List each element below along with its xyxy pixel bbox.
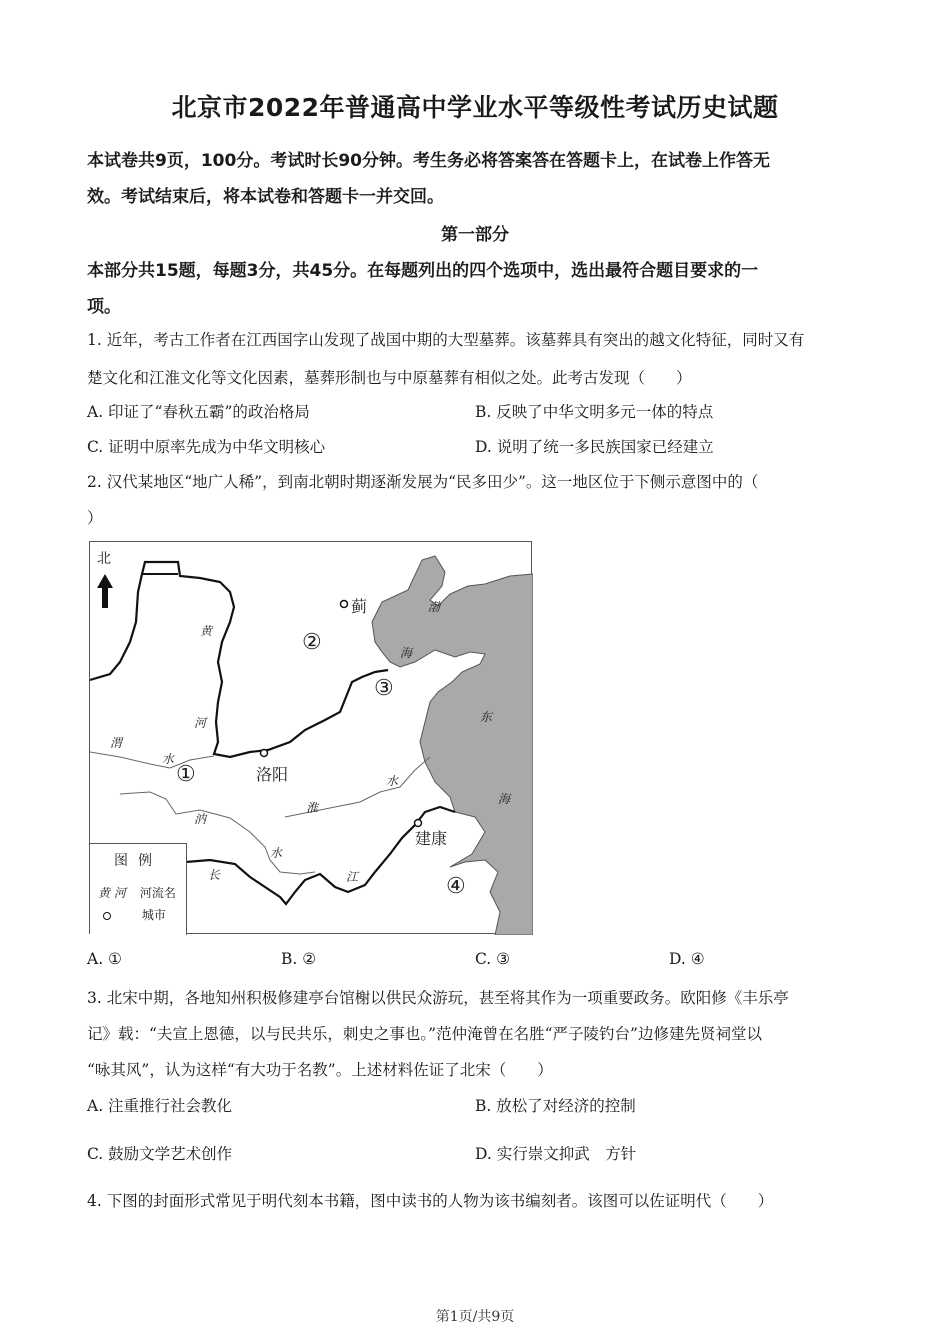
option-c[interactable]: C. 证明中原率先成为中华文明核心	[87, 438, 326, 456]
map-figure	[89, 541, 532, 934]
region-marker-3: ③	[374, 676, 394, 701]
river-label-wei-2: 水	[162, 752, 175, 766]
map-legend	[90, 843, 187, 935]
legend-river-desc: 河流名	[139, 886, 176, 900]
option-c[interactable]: C. 鼓励文学艺术创作	[87, 1145, 233, 1163]
question-stem-line: 2. 汉代某地区“地广人稀”，到南北朝时期逐渐发展为“民多田少”。这一地区位于下侧示意图中的（	[87, 473, 759, 491]
city-dot-icon	[103, 912, 111, 920]
page-title: 北京市2022年普通高中学业水平等级性考试历史试题	[171, 93, 779, 122]
city-label-jiankang: 建康	[415, 829, 448, 848]
question-stem-line: 1. 近年，考古工作者在江西国字山发现了战国中期的大型墓葬。该墓葬具有突出的越文化特征，同时又有	[87, 331, 805, 349]
legend-row-river	[98, 884, 176, 901]
page-footer: 第1页/共9页	[435, 1309, 515, 1325]
river-label-huang-1: 黄	[200, 624, 213, 638]
question-stem-line: 4. 下图的封面形式常见于明代刻本书籍，图中读书的人物为该书编刻者。该图可以佐证明代（ ）	[87, 1192, 774, 1210]
section-heading: 第一部分	[441, 225, 509, 245]
question-stem-line: 记》载：“夫宣上恩德，以与民共乐，刺史之事也。”范仲淹曾在名胜“严子陵钓台”边修建先贤祠堂以	[87, 1025, 762, 1043]
part-description-line-1: 本部分共15题，每题3分，共45分。在每题列出的四个选项中，选出最符合题目要求的一	[87, 261, 759, 281]
city-marker-luoyang	[261, 750, 268, 757]
instructions-line-1: 本试卷共9页，100分。考试时长90分钟。考生务必将答案答在答题卡上，在试卷上作答无	[87, 151, 770, 171]
river-label-huai-2: 水	[386, 774, 399, 788]
north-label: 北	[97, 551, 111, 567]
river-label-ying-2: 水	[270, 846, 283, 860]
sea-label-bohai-2: 海	[400, 646, 413, 660]
question-stem-line: ）	[87, 509, 103, 527]
part-description-line-2: 项。	[87, 297, 121, 317]
legend-row-city	[98, 906, 166, 923]
option-c[interactable]: C. ③	[475, 950, 511, 968]
sea-label-bohai-1: 渤	[428, 600, 441, 614]
question-stem-line: “咏其风”，认为这样“有大功于名教”。上述材料佐证了北宋（ ）	[87, 1061, 553, 1079]
river-label-chang-2: 江	[346, 870, 359, 884]
city-label-luoyang: 洛阳	[256, 765, 289, 784]
region-marker-4: ④	[446, 874, 466, 899]
river-label-ying-1: 汭	[194, 812, 207, 826]
river-label-chang-1: 长	[208, 868, 221, 882]
sea-label-donghai-2: 海	[498, 792, 511, 806]
north-arrow-icon	[97, 574, 113, 608]
city-marker-ji	[341, 601, 348, 608]
option-b[interactable]: B. 放松了对经济的控制	[475, 1097, 636, 1115]
legend-city-desc: 城市	[141, 908, 166, 922]
legend-title: 图例	[114, 853, 162, 869]
region-marker-1: ①	[176, 762, 196, 787]
option-b[interactable]: B. 反映了中华文明多元一体的特点	[475, 403, 714, 421]
question-stem-line: 楚文化和江淮文化等文化因素，墓葬形制也与中原墓葬有相似之处。此考古发现（ ）	[87, 369, 692, 387]
legend-river-sample: 黄 河	[98, 886, 126, 900]
sea-label-donghai-1: 东	[480, 710, 493, 724]
region-marker-2: ②	[302, 630, 322, 655]
option-b[interactable]: B. ②	[281, 950, 317, 968]
option-a[interactable]: A. 印证了“春秋五霸”的政治格局	[87, 403, 310, 421]
city-label-ji: 蓟	[351, 597, 368, 616]
option-d[interactable]: D. 实行崇文抑武 方针	[475, 1145, 637, 1163]
question-stem-line: 3. 北宋中期，各地知州积极修建亭台馆榭以供民众游玩，甚至将其作为一项重要政务。欧阳修《丰乐亭	[87, 989, 789, 1007]
river-label-huai-1: 淮	[306, 801, 319, 815]
river-label-huang-2: 河	[194, 716, 207, 730]
option-d[interactable]: D. ④	[669, 950, 705, 968]
option-a[interactable]: A. 注重推行社会教化	[87, 1097, 233, 1115]
option-d[interactable]: D. 说明了统一多民族国家已经建立	[475, 438, 714, 456]
instructions-line-2: 效。考试结束后，将本试卷和答题卡一并交回。	[87, 187, 444, 207]
option-a[interactable]: A. ①	[87, 950, 122, 968]
river-label-wei-1: 渭	[110, 736, 123, 750]
yellow-river	[90, 562, 388, 757]
